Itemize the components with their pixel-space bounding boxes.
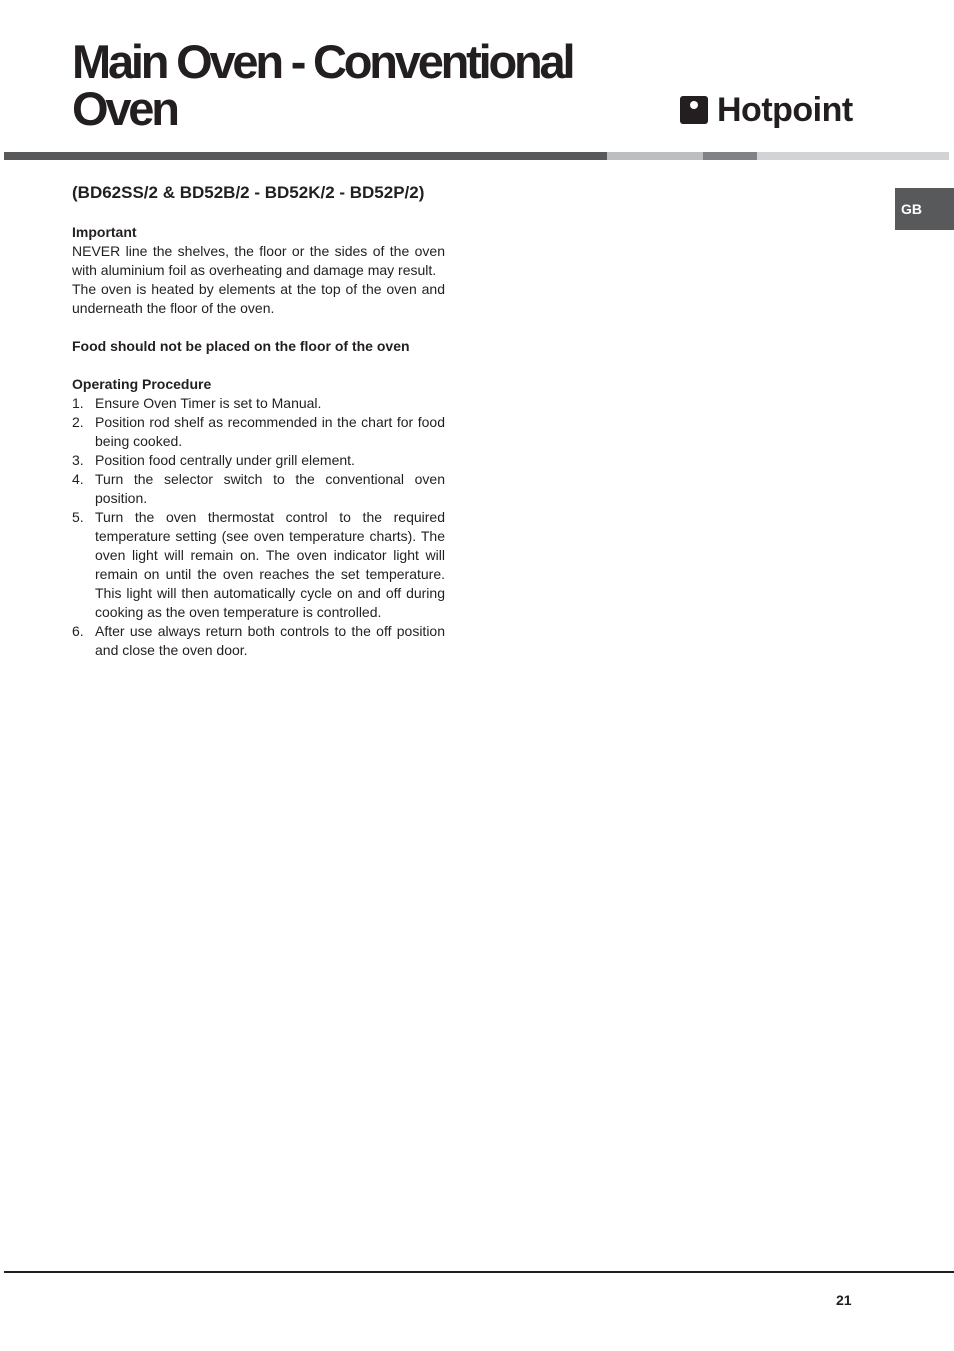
procedure-heading: Operating Procedure: [72, 376, 212, 392]
list-item: [72, 622, 445, 660]
page-title: [72, 35, 573, 135]
main-content: [72, 183, 445, 660]
list-item: [72, 413, 445, 451]
list-item: [72, 394, 445, 413]
brand-mark-icon: [680, 96, 708, 124]
step-number: 1.: [72, 395, 84, 411]
brand-name: Hotpoint: [717, 91, 853, 129]
list-item: [72, 451, 445, 470]
model-numbers: (BD62SS/2 & BD52B/2 - BD52K/2 - BD52P/2): [72, 183, 425, 202]
language-tab: [895, 188, 954, 230]
step-number: 3.: [72, 452, 84, 468]
list-item: [72, 470, 445, 508]
language-tab-label: GB: [901, 201, 922, 217]
footer-rule: [4, 1271, 954, 1273]
header-rule-segment-3: [703, 152, 757, 160]
step-text: Position rod shelf as recommended in the chart for food being cooked.: [95, 414, 445, 449]
important-text-1: NEVER line the shelves, the floor or the sides of the oven with aluminium foil as overheating and damage may result.: [72, 243, 445, 278]
step-number: 4.: [72, 471, 84, 487]
page-title-line-2: Oven: [72, 82, 177, 135]
step-number: 6.: [72, 623, 84, 639]
food-warning: Food should not be placed on the floor of the oven: [72, 338, 410, 354]
step-number: 5.: [72, 509, 84, 525]
header-rule-segment-2: [607, 152, 703, 160]
page-title-line-1: Main Oven - Conventional: [72, 35, 573, 88]
header-rule-segment-1: [4, 152, 607, 160]
step-number: 2.: [72, 414, 84, 430]
procedure-steps: [72, 394, 445, 660]
step-text: Position food centrally under grill element.: [95, 452, 355, 468]
brand-logo: [680, 92, 853, 128]
important-heading: Important: [72, 224, 137, 240]
step-text: After use always return both controls to the off position and close the oven door.: [95, 623, 445, 658]
important-text-2: The oven is heated by elements at the top of the oven and underneath the floor of the oven.: [72, 281, 445, 316]
header-rule-segment-4: [757, 152, 949, 160]
step-text: Turn the selector switch to the conventional oven position.: [95, 471, 445, 506]
page-number: 21: [836, 1292, 852, 1308]
list-item: [72, 508, 445, 622]
step-text: Turn the oven thermostat control to the required temperature setting (see oven temperature charts). The oven light will remain on. The oven indicator light will remain on until the oven reaches the set temperature. This light will then automatically cycle on and off during cooking as the oven temperature is controlled.: [95, 509, 445, 620]
step-text: Ensure Oven Timer is set to Manual.: [95, 395, 322, 411]
